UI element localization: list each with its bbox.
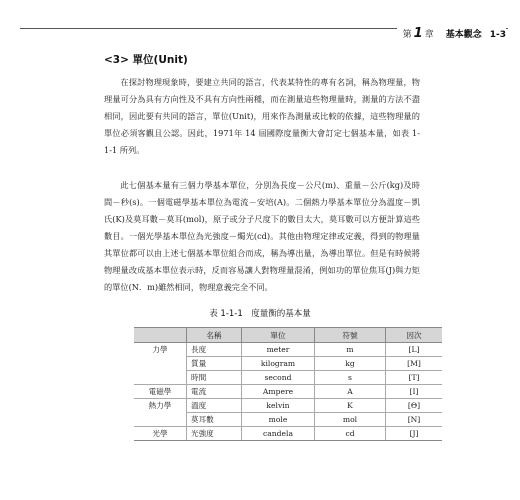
- group-cell: [134, 371, 187, 385]
- table-header-row: [134, 328, 442, 343]
- chapter-prefix: 第: [402, 30, 412, 40]
- group-cell: [134, 357, 187, 371]
- unit-cell: second: [242, 371, 315, 385]
- unit-cell: mole: [242, 413, 315, 427]
- header-cell: 因次: [386, 328, 443, 343]
- table-row: [134, 343, 442, 357]
- base-units-table: [134, 327, 442, 441]
- header-cell: 符號: [315, 328, 386, 343]
- dimension-cell: [N]: [386, 413, 443, 427]
- group-cell: 電磁學: [134, 385, 187, 399]
- header-cell: 單位: [242, 328, 315, 343]
- group-cell: 力學: [134, 343, 187, 357]
- name-cell: 時間: [187, 371, 242, 385]
- dimension-cell: [L]: [386, 343, 443, 357]
- dimension-cell: [J]: [386, 427, 443, 441]
- table-row: [134, 413, 442, 427]
- running-head: [397, 26, 506, 41]
- name-cell: 長度: [187, 343, 242, 357]
- dimension-cell: [T]: [386, 371, 443, 385]
- section-heading: <3> 單位(Unit): [104, 54, 188, 66]
- dimension-cell: [I]: [386, 385, 443, 399]
- symbol-cell: m: [315, 343, 386, 357]
- symbol-cell: cd: [315, 427, 386, 441]
- body-paragraph: 此七個基本量有三個力學基本單位，分別為長度－公尺(m)、重量－公斤(kg)及時間－秒(s)。一個電磁學基本單位為電流－安培(A)。二個熱力學基本單位分為溫度－凱氏(K)及莫耳數－莫耳(mol)，原子或分子尺度下的數目太大，莫耳數可以方便計算這些數目。一個光學基本單位為光強度－燭光(cd)。其他由物理定律或定義，得到的物理量其單位都可以由上述七個基本單位組合而成，稱為導出量，為導出單位。但是有時候將物理量改成基本單位表示時，反而容易讓人對物理量混淆，例如功的單位焦耳(J)與力矩的單位(N．m)雖然相同，物理意義完全不同。: [104, 180, 420, 292]
- unit-cell: meter: [242, 343, 315, 357]
- chapter-title: 基本觀念: [445, 30, 482, 40]
- symbol-cell: s: [315, 371, 386, 385]
- unit-cell: candela: [242, 427, 315, 441]
- name-cell: 質量: [187, 357, 242, 371]
- table-caption: 表 1-1-1 度量衡的基本量: [209, 309, 311, 319]
- group-cell: 熱力學: [134, 399, 187, 413]
- group-cell: 光學: [134, 427, 187, 441]
- name-cell: 電流: [187, 385, 242, 399]
- table-row: [134, 357, 442, 371]
- dimension-cell: [Θ]: [386, 399, 443, 413]
- body-paragraph: 在探討物理現象時，要建立共同的語言，代表某特性的專有名詞，稱為物理量，物理量可分為具有方向性及不具有方向性兩種，而在測量這些物理量時，測量的方法不盡相同，因此要有共同的語言，單位(Unit)，用來作為測量或比較的依據，這些物理量的單位必須客觀且公認。因此，1971年 14 屆國際度量衡大會訂定七個基本量，如表 1-1-1 所列。: [104, 77, 420, 155]
- table-row: [134, 371, 442, 385]
- unit-cell: kilogram: [242, 357, 315, 371]
- header-cell: [134, 328, 187, 343]
- table-row: [134, 427, 442, 441]
- name-cell: 光強度: [187, 427, 242, 441]
- unit-cell: kelvin: [242, 399, 315, 413]
- page-number: 1-3: [489, 30, 506, 40]
- unit-cell: Ampere: [242, 385, 315, 399]
- symbol-cell: K: [315, 399, 386, 413]
- symbol-cell: kg: [315, 357, 386, 371]
- symbol-cell: mol: [315, 413, 386, 427]
- name-cell: 莫耳數: [187, 413, 242, 427]
- table-row: [134, 385, 442, 399]
- symbol-cell: A: [315, 385, 386, 399]
- name-cell: 溫度: [187, 399, 242, 413]
- group-cell: [134, 413, 187, 427]
- dimension-cell: [M]: [386, 357, 443, 371]
- chapter-number: 1: [413, 26, 423, 41]
- table-row: [134, 399, 442, 413]
- chapter-suffix: 章: [424, 30, 434, 40]
- header-cell: 名稱: [187, 328, 242, 343]
